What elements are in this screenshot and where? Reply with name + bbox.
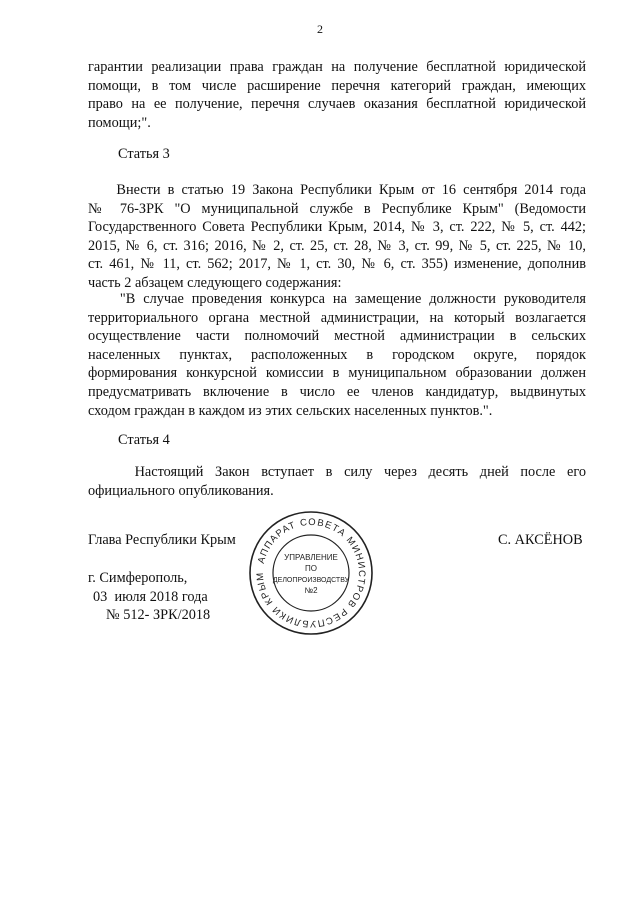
text-line: осуществление части полномочий местной администрации в сельских — [88, 328, 586, 345]
text-line: сходом граждан в каждом из этих сельских населенных пунктов.". — [88, 402, 493, 419]
text-line: помощи;". — [88, 114, 151, 131]
text-line: 2015, № 6, ст. 316; 2016, № 2, ст. 25, ст. 28, № 3, ст. 99, № 5, ст. 225, № 10, — [88, 237, 586, 254]
text-line: право на ее получение, перечня случаев оказания бесплатной юридической — [88, 96, 586, 113]
seal-graphic — [246, 508, 376, 638]
text-line: Государственного Совета Республики Крым, 2014, № 3, ст. 222, № 5, ст. 442; — [88, 219, 586, 236]
text-line: часть 2 абзацем следующего содержания: — [88, 274, 342, 291]
text-line: территориального органа местной администрации, на который возлагается — [88, 309, 586, 326]
official-seal-stamp — [246, 508, 376, 638]
signing-date: 03 июля 2018 года — [93, 589, 208, 605]
article-3-paragraph — [88, 181, 586, 293]
article-4-paragraph — [88, 463, 586, 500]
text-line: помощи, в том числе расширение перечня категорий граждан, имеющих — [88, 77, 586, 94]
seal-line: ПО — [305, 564, 317, 573]
text-line: Внести в статью 19 Закона Республики Крым от 16 сентября 2014 года — [88, 182, 586, 198]
article-3-quote — [88, 290, 586, 420]
text-line: населенных пунктах, расположенных в городском округе, порядок — [88, 346, 586, 363]
seal-line: УПРАВЛЕНИЕ — [284, 553, 338, 562]
article-4-heading: Статья 4 — [118, 432, 170, 448]
paragraph-continuation — [88, 58, 586, 132]
text-line: официального опубликования. — [88, 482, 274, 499]
text-line: Настоящий Закон вступает в силу через десять дней после его — [88, 464, 586, 480]
text-line: предусматривать включение в число ее членов кандидатур, выдвинутых — [88, 383, 586, 400]
seal-line: ДЕЛОПРОИЗВОДСТВУ — [272, 577, 350, 584]
article-3-heading: Статья 3 — [118, 146, 170, 162]
signatory-name: С. АКСЁНОВ — [498, 532, 583, 548]
text-line: гарантии реализации права граждан на получение бесплатной юридической — [88, 59, 586, 75]
page-number: 2 — [317, 22, 323, 36]
seal-ring-text: АППАРАТ СОВЕТА МИНИСТРОВ РЕСПУБЛИКИ КРЫМ — [254, 516, 368, 630]
law-number: № 512- ЗРК/2018 — [106, 607, 211, 623]
text-line: "В случае проведения конкурса на замещение должности руководителя — [88, 291, 586, 307]
signatory-position: Глава Республики Крым — [88, 532, 236, 548]
seal-line: №2 — [304, 586, 318, 595]
signing-city: г. Симферополь, — [88, 570, 188, 586]
text-line: ст. 461, № 11, ст. 562; 2017, № 1, ст. 30, № 6, ст. 355) изменение, дополнив — [88, 256, 586, 273]
text-line: формирования конкурсной комиссии в муниципальном образовании должен — [88, 365, 586, 382]
text-line: № 76-ЗРК "О муниципальной службе в Республике Крым" (Ведомости — [88, 200, 586, 217]
